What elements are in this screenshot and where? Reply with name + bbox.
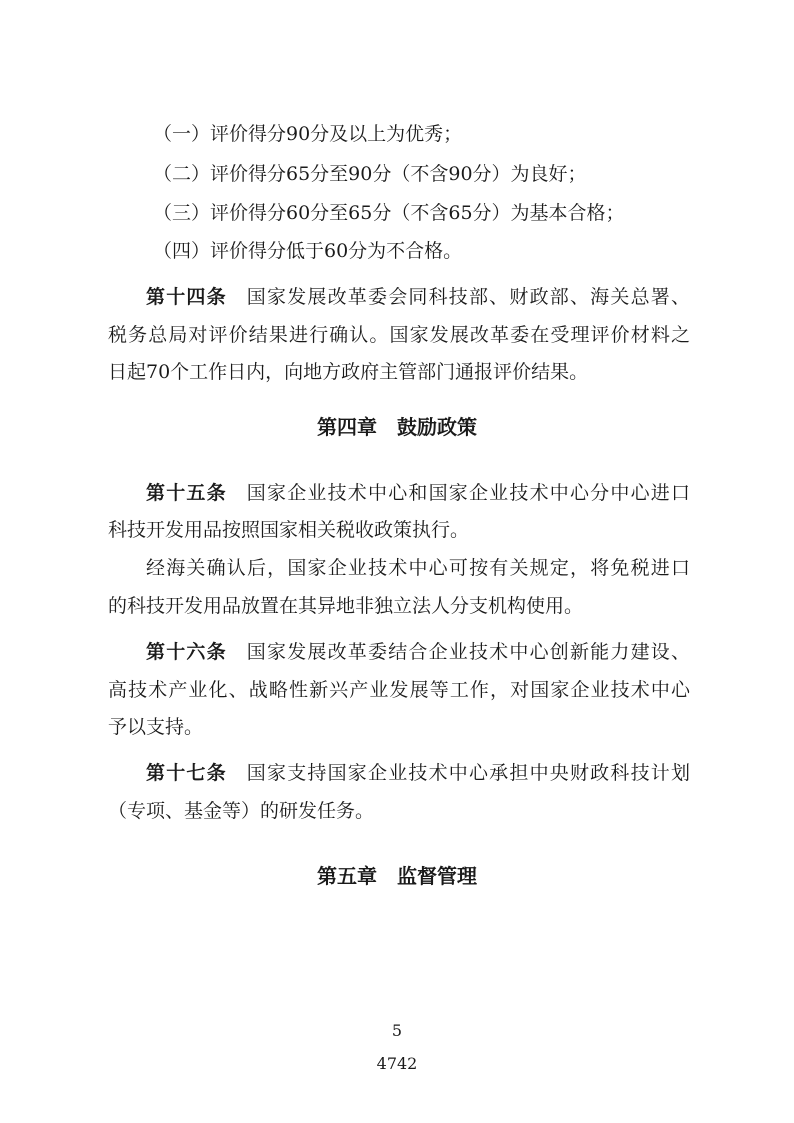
article-14-text-1: 国家发展改革委会同科技部、财政部、海关总署、 [246, 286, 690, 308]
chapter-4-heading [0, 414, 794, 440]
article-14-text-2: 税务总局对评价结果进行确认。国家发展改革委在受理评价材料之 [108, 324, 690, 346]
article-16-text-3: 予以支持。 [108, 716, 204, 738]
grade-item-fail: （四）评价得分低于60分为不合格。 [153, 240, 463, 262]
chapter-5-title: 监督管理 [397, 864, 477, 888]
article-17-label: 第十七条 [146, 762, 227, 784]
chapter-4-number: 第四章 [317, 415, 377, 439]
article-17-text-1: 国家支持国家企业技术中心承担中央财政科技计划 [246, 762, 690, 784]
article-15-text-2: 科技开发用品按照国家相关税收政策执行。 [108, 519, 470, 541]
page-number: 5 [391, 1021, 403, 1040]
article-16-line [146, 640, 690, 664]
article-15-para2-text-1: 经海关确认后，国家企业技术中心可按有关规定，将免税进口 [146, 557, 690, 579]
document-number: 4742 [376, 1054, 418, 1073]
grade-item-basic-pass: （三）评价得分60分至65分（不含65分）为基本合格； [153, 202, 625, 224]
chapter-4-title: 鼓励政策 [397, 415, 477, 439]
chapter-5-number: 第五章 [317, 864, 377, 888]
article-16-text-1: 国家发展改革委结合企业技术中心创新能力建设、 [246, 641, 690, 663]
article-17-text-2: （专项、基金等）的研发任务。 [108, 800, 375, 822]
article-14-text-3: 日起70个工作日内，向地方政府主管部门通报评价结果。 [108, 361, 589, 383]
article-15-para2-text-2: 的科技开发用品放置在其异地非独立法人分支机构使用。 [108, 595, 584, 617]
article-16-text-2: 高技术产业化、战略性新兴产业发展等工作，对国家企业技术中心 [108, 679, 690, 701]
article-14-label: 第十四条 [146, 286, 227, 308]
article-14-line [146, 285, 690, 309]
article-15-line [146, 481, 690, 505]
article-15-text-1: 国家企业技术中心和国家企业技术中心分中心进口 [246, 482, 690, 504]
article-17-line [146, 761, 690, 785]
article-16-label: 第十六条 [146, 641, 227, 663]
chapter-5-heading [0, 863, 794, 889]
grade-item-good: （二）评价得分65分至90分（不含90分）为良好； [153, 163, 587, 185]
article-15-label: 第十五条 [146, 482, 227, 504]
grade-item-excellent: （一）评价得分90分及以上为优秀； [153, 123, 463, 145]
